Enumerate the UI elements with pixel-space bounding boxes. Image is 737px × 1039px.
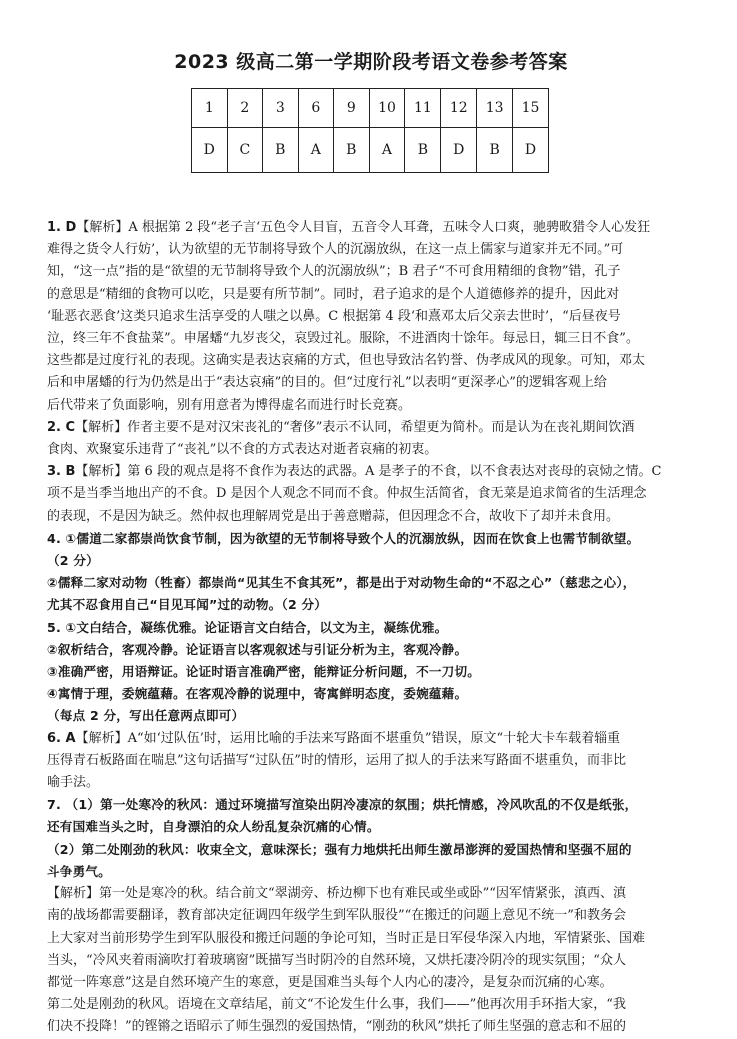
- q1-number: 1. D: [47, 220, 77, 235]
- q1-line: 后代带来了负面影响，别有用意者为博得虚名而进行时长竞赛。: [47, 397, 412, 413]
- question-number: 3: [263, 89, 299, 128]
- answer-letter: D: [441, 128, 477, 173]
- question-number: 9: [334, 89, 370, 128]
- q7-line: 斗争勇气。: [47, 863, 111, 879]
- question-number: 2: [227, 89, 263, 128]
- answer-letter: C: [227, 128, 263, 173]
- q6-line: 喻手法。: [47, 775, 100, 791]
- answer-letter: D: [513, 128, 549, 173]
- answer-letter: B: [334, 128, 370, 173]
- q1-line: 难得之货令人行妨’，认为欲望的无节制将导致个人的沉溺放纵，在这一点上儒家与道家并无不同。”可: [47, 242, 624, 258]
- q7-analysis-line: 都觉一阵寒意”这是自然环境产生的寒意，更是国难当头每个人内心的凄冷，是复杂而沉痛的心寒。: [47, 974, 613, 990]
- q5-line: ②叙析结合，客观冷静。论证语言以客观叙述与引证分析为主，客观冷静。: [47, 641, 468, 657]
- q7-analysis-line: 们决不投降！”的铿锵之语昭示了师生强烈的爱国热情，“刚劲的秋风”烘托了师生坚强的意志和不屈的: [47, 1019, 626, 1035]
- q1-line: 1. D【解析】A 根据第 2 段“老子言‘五色令人目盲，五音令人耳聋，五味令人口爽，驰骋畋猎令人心发狂: [47, 220, 651, 235]
- answer-letter: A: [298, 128, 333, 173]
- q1-line: 这些都是过度行礼的表现。这确实是表达哀痛的方式，但也导致沽名钓誉、伪孝成风的现象。可知，邓太: [47, 353, 646, 369]
- q3-line: 3. B【解析】第 6 段的观点是将不食作为表达的武器。A 是孝子的不食，以不食表达对丧母的哀恸之情。C: [47, 464, 662, 480]
- q5-line: ③准确严密，用语辩证。论证时语言准确严密，能辩证分析问题，不一刀切。: [47, 664, 481, 680]
- answer-key-table: [191, 88, 549, 173]
- q5-line: （每点 2 分，写出任意两点即可）: [47, 708, 245, 724]
- q4-line: ②儒释二家对动物（牲畜）都崇尚“见其生不食其死”，都是出于对动物生命的“不忍之心”（慈悲之心），: [47, 575, 636, 591]
- q2-number: 2. C: [47, 419, 76, 435]
- q7-line: 7. （1）第一处寒冷的秋风：通过环境描写渲染出阴冷凄凉的氛围；烘托情感，冷风吹乱的不仅是纸张，: [47, 797, 638, 813]
- q3-line: 的表现，不是因为缺乏。然仲叔也理解周党是出于善意赠蒜，但因理念不合，故收下了却并未食用。: [47, 508, 620, 524]
- q7-analysis-line: 【解析】第一处是寒冷的秋。结合前文“翠湖旁、桥边柳下也有难民或坐或卧”“因军情紧张，滇西、滇: [47, 886, 626, 902]
- question-number-row: [192, 89, 549, 128]
- q4-line: 尤其不忍食用自己“目见耳闻”过的动物。（2 分）: [47, 597, 328, 613]
- question-number: 15: [513, 89, 549, 128]
- q5-line: 5. ①文白结合，凝练优雅。论证语言文白结合，以文为主，凝练优雅。: [47, 619, 448, 635]
- q1-line: ‘耻恶衣恶食’这类只追求生活享受的人嗤之以鼻。C 根据第 4 段‘和熹邓太后父亲去世时’，“后昼夜号: [47, 308, 621, 324]
- q7-analysis-line: 当头，“冷风夹着雨滴吹打着玻璃窗”既描写当时阴冷的自然环境，又烘托凄冷阴冷的现实氛围；“众人: [47, 952, 626, 968]
- q5-line: ④寓情于理，委婉蕴藉。在客观冷静的说理中，寄寓鲜明态度，委婉蕴藉。: [47, 686, 468, 702]
- q4-line: （2 分）: [47, 553, 99, 569]
- question-number: 12: [441, 89, 477, 128]
- q6-line: 6. A【解析】A“如‘过队伍’时，运用比喻的手法来写路面不堪重负”错误，原文“十轮大卡车载着辎重: [47, 730, 621, 746]
- q3-number: 3. B: [47, 464, 76, 480]
- answer-letter: B: [477, 128, 513, 173]
- question-number: 10: [369, 89, 405, 128]
- q4-line: 4. ①儒道二家都崇尚饮食节制，因为欲望的无节制将导致个人的沉溺放纵，因而在饮食上也需节制欲望。: [47, 530, 640, 546]
- q1-line: 的意思是“精细的食物可以吃，只是要有所节制”。同时，君子追求的是个人道德修养的提升，因此对: [47, 286, 620, 302]
- q7-line: （2）第二处刚劲的秋风：收束全文，意味深长；强有力地烘托出师生激昂澎湃的爱国热情和坚强不屈的: [47, 841, 632, 857]
- question-number: 11: [405, 89, 441, 128]
- question-number: 6: [298, 89, 333, 128]
- q1-line: 知，“这一点”指的是“欲望的无节制将导致个人的沉溺放纵”；B 君子“不可食用精细的食物”错，孔子: [47, 264, 621, 280]
- q7-analysis-line: 第二处是刚劲的秋风。语境在文章结尾，前文“不论发生什么事，我们——”他再次用手环指大家，“我: [47, 997, 626, 1013]
- answer-letter: D: [192, 128, 228, 173]
- q1-line: 泣，终三年不食盐菜”。申屠蟠“九岁丧父，哀毁过礼。服除，不进酒肉十馀年。每忌日，辄三日不食”。: [47, 331, 639, 347]
- q6-line: 压得青石板路面在喘息”这句话描写“过队伍”时的情形，运用了拟人的手法来写路面不堪重负，而非比: [47, 752, 626, 768]
- answer-letter: B: [405, 128, 441, 173]
- question-number: 13: [477, 89, 513, 128]
- question-number: 1: [192, 89, 228, 128]
- q7-analysis-line: 上大家对当前形势学生到军队服役和搬迁问题的争论可知，当时正是日军侵华深入内地，军情紧张、国难: [47, 930, 646, 946]
- answer-row: [192, 128, 549, 173]
- document-title: 2023 级高二第一学期阶段考语文卷参考答案: [174, 51, 568, 73]
- answer-letter: B: [263, 128, 299, 173]
- q3-line: 项不是当季当地出产的不食。D 是因个人观念不同而不食。仲叔生活简省，食无菜是追求简省的生活理念: [47, 486, 647, 502]
- q2-line: 食肉、欢聚宴乐违背了“丧礼”以不食的方式表达对逝者哀痛的初衷。: [47, 442, 438, 458]
- answer-explanations: [47, 217, 695, 1039]
- answer-letter: A: [369, 128, 405, 173]
- q1-line: 后和申屠蟠的行为仍然是出于“表达哀痛”的目的。但“过度行礼”以表明“更深孝心”的逻辑客观上给: [47, 375, 607, 391]
- q6-number: 6. A: [47, 730, 76, 746]
- q7-line: 还有国难当头之时，自身漂泊的众人纷乱复杂沉痛的心情。: [47, 819, 380, 835]
- q7-analysis-line: 南的战场都需要翻译，教育部决定征调四年级学生到军队服役”“在搬迁的问题上意见不统一”和教务会: [47, 908, 626, 924]
- q2-line: 2. C【解析】作者主要不是对汉宋丧礼的“奢侈”表示不认同，希望更为简朴。而是认为在丧礼期间饮酒: [47, 419, 635, 435]
